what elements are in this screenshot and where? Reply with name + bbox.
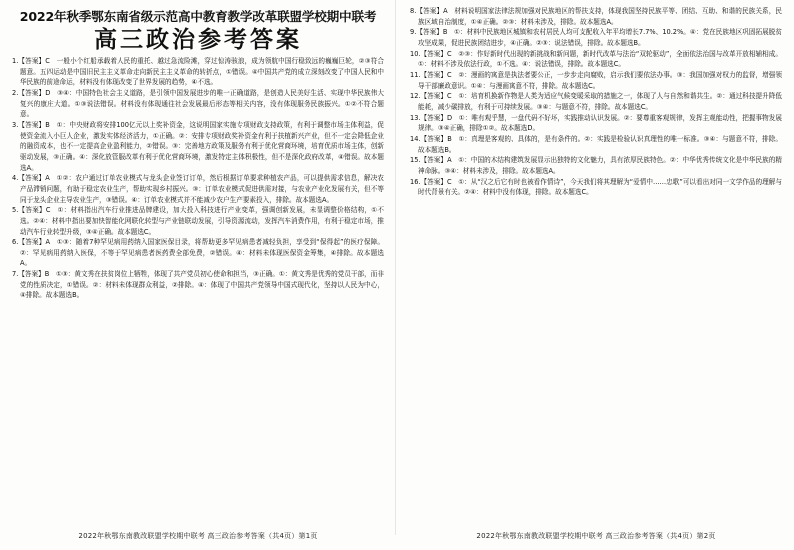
answer-paragraph: 5.【答案】C ①：材料指出汽车行业推进品牌建设，加大投入科技进行产业变革，强调创新发展，未显调整价格结构，①不选。②④：材料中指出要加快智能化网联化转型与产业链联动发展，引导资源流动，发挥汽车消费作用，有利于稳定市场，推动汽车行业转型升级，③④正确。故本题选C。 [12,206,384,236]
answer-paragraph: 12.【答案】C ①：培育机换新作物是人类为适应气候变暖采取的措施之一，体现了人与自然和谐共生。②：通过科技提升降低能耗，减少碳排放，有利于可持续发展。③④：与题意不符，排除。故本题选C。 [410,92,782,111]
page-title: 高三政治参考答案 [94,26,302,53]
answer-paragraph: 9.【答案】B ①：材料中民族地区城镇和农村居民人均可支配收入年平均增长7.7%、10.2%。④：党在民族地区巩固拓展脱贫攻坚成果，促进民族团结进步，④正确。②③：说法错误，排除。故本题选B。 [410,28,782,47]
answer-paragraph: 4.【答案】A ①②：农户通过订单农业模式与龙头企业签订订单，然后根据订单要求种植农产品，可以提供需求信息，解决农产品滞销问题，有助于稳定农业生产，帮助实现乡村振兴。③：订单农业模式促进供需对接，与农业产业化发展有关，但不等同于龙头企业主导农业生产，③错误。④：订单农业模式并不能减少农户生产要素投入，排除。故本题选A。 [12,174,384,204]
left-column [12,6,384,301]
answer-paragraph: 13.【答案】D ①：唯有观乎慧，一盘代码不好坏，实践推动认识发展。②：要尊重客观规律，发挥主观能动性，把握事物发展规律。③④正确，排除①②。故本题选D。 [410,113,782,133]
answer-paragraph: 6.【答案】A ①③：随着7种罕见病用药纳入国家医保目录，将帮助更多罕见病患者减轻负担，享受到“保得起”的医疗保障。②：罕见病用药纳入医保，不等于罕见病患者医药费全部免费，②错误。④：材料未体现医保资金筹集，④排除。故本题选A。 [12,238,384,268]
page-footer-left: 2022年秋鄂东南教改联盟学校期中联考 高三政治参考答案（共4页）第1页 [78,532,318,540]
page-footer-right: 2022年秋鄂东南教改联盟学校期中联考 高三政治参考答案（共4页）第2页 [476,532,716,540]
column-divider [395,0,396,535]
answer-paragraph: 8.【答案】A 材料说明国家法律法规加强对民族地区的帮扶支持，体现我国坚持民族平等、团结、互助、和谐的民族关系，民族区域自治制度，①④正确。②③：材料未涉及，排除。故本题选A。 [410,7,782,26]
answer-paragraph: 1.【答案】C 一般小个红船承载着人民的重托、越过急流险滩，穿过惊涛骇浪，成为领航中国行稳致远的巍巍巨轮，②③符合题意。五四运动是中国旧民主主义革命走向新民主主义革命的转折点，①错误。④中国共产党的成立深刻改变了中国人民和中华民族的前途命运，材料没有体现改变了世界发展的趋势，④不选。 [12,57,384,87]
answer-paragraph: 14.【答案】B ①：真理是客观的、具体的，是有条件的。②：实践是检验认识真理性的唯一标准。③④：与题意不符，排除。故本题选B。 [410,134,782,154]
answer-paragraph: 3.【答案】B ①：中央财政将安排100亿元以上奖补资金，这说明国家实施专项财政支持政策，有利于调整市场主体利益，促使资金流入小巨人企业，激发实体经济活力，①正确。②：安排专项财政奖补资金有利于扶植新兴产业，但不一定会降低企业的融资成本，也不一定提高企业盈利能力，②错误。③：完善地方政策及服务有利于优化营商环境，培育优质市场主体，创新驱动发展，③正确。④：深化放管服改革有利于优化营商环境，激发特定主体积极性，但不是深化政府改革，④错误。故本题选A。 [12,120,384,172]
answer-paragraph: 10.【答案】C ②③：作好新时代出现的新挑战和新问题，新时代改革与法治“双轮驱动”，全面依法治国与改革开放相辅相成。①：材料不涉及依法行政，①不选。④：说法错误，排除。故本题选C。 [410,49,782,69]
exam-title: 2022年秋季鄂东南省级示范高中教育教学改革联盟学校期中联考 [19,9,377,24]
answer-paragraph: 11.【答案】C ②：漫画的寓意是执法者要公正，一步步走向腐败，启示我们要依法办事。③：我国加强对权力的监督，增强领导干部廉政意识。①④：与漫画寓意不符，排除。故本题选C。 [410,70,782,90]
answer-paragraph: 16.【答案】C ①：从“汉之后它有时也被看作情诗”，今天我们将其理解为“爱情中……忠歌”可以看出对同一文学作品的理解与时代背景有关。②④：材料中没有体现，排除。故本题选C。 [410,177,782,197]
answer-paragraph: 2.【答案】D ③④：中国特色社会主义道路，是引领中国发展进步的唯一正确道路，是创造人民美好生活、实现中华民族伟大复兴的康庄大道。①③说法错误。材料没有体现通往社会发展最后形态等相关内容，没有体现服务民族振兴。①②不符合题意。 [12,88,384,119]
right-column [410,6,782,198]
answer-paragraph: 15.【答案】A ①：中国的木结构建筑发展显示出独特的文化魅力，具有浓厚民族特色。②：中华优秀传统文化是中华民族的精神命脉。③④：材料未涉及，排除。故本题选A。 [410,156,782,175]
answer-paragraph: 7.【答案】B ①③：黄文秀在扶贫岗位上牺牲，体现了共产党员初心使命和担当，③正确。①：黄文秀是优秀的党员干部，而非党的性质决定，①错误。②：材料未体现群众利益，②排除。④：体现了中国共产党领导中国式现代化，坚持以人民为中心，④排除。故本题选B。 [12,270,384,300]
